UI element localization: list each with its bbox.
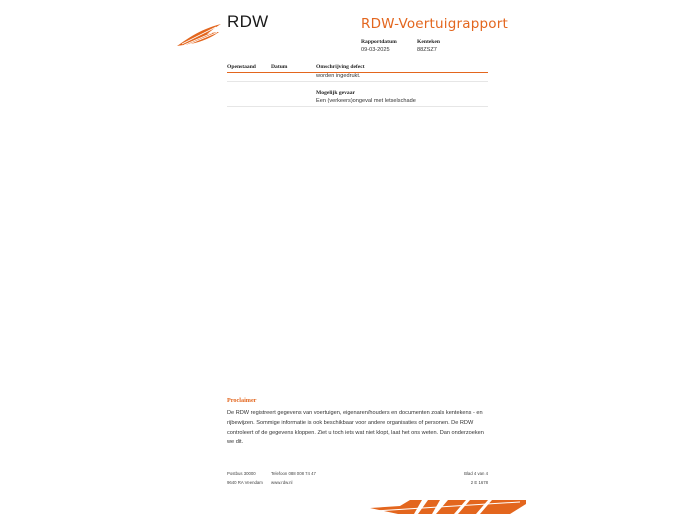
- row-divider: [227, 106, 488, 107]
- danger-value: Een (verkeers)ongeval met letselschade: [316, 98, 416, 104]
- column-header-openstaand: Openstaand: [227, 64, 256, 70]
- footer-phone: Telefoon 088 008 74 47: [271, 471, 316, 476]
- footer-address: 9640 RA Veendam: [227, 480, 263, 485]
- disclaimer-title: Proclaimer: [227, 397, 257, 404]
- report-date-value: 09-03-2025: [361, 47, 390, 53]
- description-continued: worden ingedrukt.: [316, 73, 361, 79]
- plate-value: 88ZSZ7: [417, 47, 437, 53]
- footer-code: 2 E 1678: [470, 480, 488, 485]
- report-date-label: Rapportdatum: [361, 39, 397, 45]
- column-header-omschrijving: Omschrijving defect: [316, 64, 365, 70]
- footer-website: www.rdw.nl: [271, 480, 293, 485]
- danger-label: Mogelijk gevaar: [316, 90, 355, 96]
- report-title: RDW-Voertuigrapport: [361, 16, 508, 32]
- footer-page-number: Blad 4 van 4: [464, 471, 488, 476]
- disclaimer-text: De RDW registreert gegevens van voertuigen, eigenaren/houders en documenten zoals kentekens - en rijbewijzen. Sommige informatie is ook beschikbaar voor andere organisaties of personen. De RDW controleert of de gegevens kloppen. Ziet u toch iets wat niet klopt, laat het ons weten. Dan onderzoeken we dit.: [227, 410, 484, 446]
- decorative-stripes-icon: [370, 500, 526, 514]
- rdw-logo-icon: [176, 21, 222, 47]
- row-divider: [227, 81, 488, 82]
- footer-postbus: Postbus 30000: [227, 471, 256, 476]
- logo-text: RDW: [227, 12, 269, 31]
- column-header-datum: Datum: [271, 64, 288, 70]
- plate-label: Kenteken: [417, 39, 440, 45]
